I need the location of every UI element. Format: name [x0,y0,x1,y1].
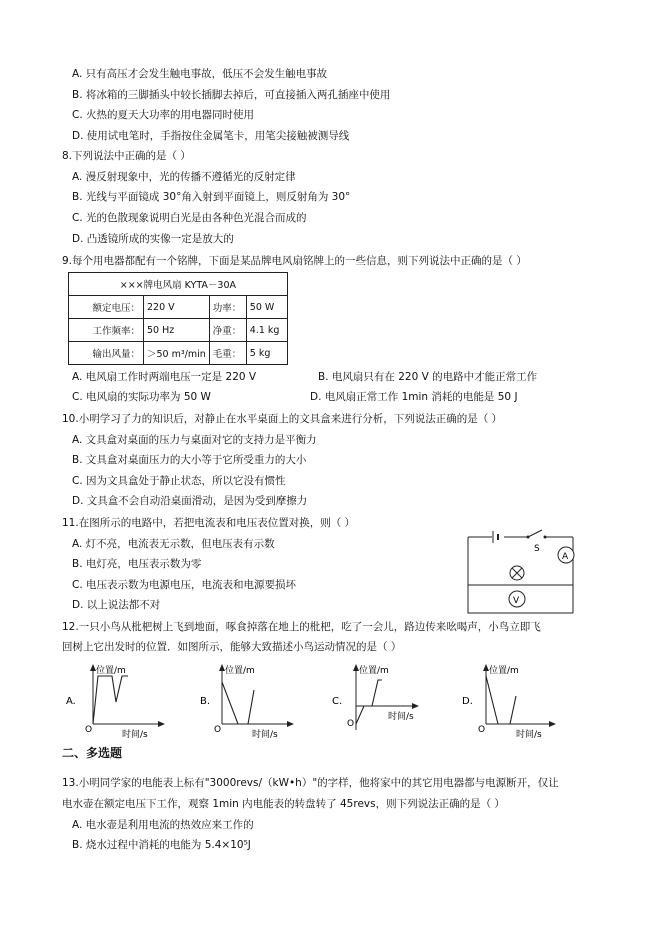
nameplate-value: 50 Hz [144,319,210,342]
battery-icon [493,531,498,543]
q10-option-a: A. 文具盒对桌面的压力与桌面对它的支持力是平衡力 [72,434,317,446]
q8-option-a: A. 漫反射现象中，光的传播不遵循光的反射定律 [72,171,296,183]
switch-label: S [534,544,540,554]
graph-ylabel: 位置/m [489,666,519,676]
graph-xlabel: 时间/s [516,730,542,740]
nameplate-value: 5 kg [246,342,287,365]
graph-origin: O [85,725,93,735]
nameplate-table [68,272,288,365]
graph-origin: O [214,725,222,735]
nameplate-title: ×××牌电风扇 KYTA－30A [69,273,288,296]
graph-curve [93,676,128,724]
q11-option-a: A. 灯不亮，电流表无示数，但电压表有示数 [72,538,275,550]
graph-option-label: D. [462,696,473,707]
voltmeter-icon [509,591,525,607]
q8-option-d: D. 凸透镜所成的实像一定是放大的 [72,233,234,245]
graph-ylabel: 位置/m [225,666,255,676]
q12-stem-line1: 12.一只小鸟从枇杷树上飞到地面，啄食掉落在地上的枇杷，吃了一会儿，路边传来吆喝声，小鸟立即飞 [62,621,541,633]
nameplate-label: 工作频率： [69,319,144,342]
q13-stem-line1: 13.小明同学家的电能表上标有"3000revs/（kW•h）"的字样，他将家中的其它用电器都与电源断开，仅让 [62,777,559,789]
q13-stem-line2: 电水壶在额定电压下工作，观察 1min 内电能表的转盘转了 45revs，则下列说法正确的是（ ） [62,798,505,810]
q10-option-c: C. 因为文具盒处于静止状态，所以它没有惯性 [72,475,286,487]
q9-stem: 9.每个用电器都配有一个铭牌，下面是某品牌电风扇铭牌上的一些信息，则下列说法中正确的是（ ） [62,255,527,267]
q10-option-d: D. 文具盒不会自动沿桌面滑动，是因为受到摩擦力 [72,495,308,507]
nameplate-label: 毛重： [209,342,246,365]
nameplate-label: 功率： [209,296,246,319]
q10-option-b: B. 文具盒对桌面压力的大小等于它所受重力的大小 [72,454,307,466]
graph-option-label: B. [200,696,211,707]
nameplate-label: 净重： [209,319,246,342]
graph-option-label: C. [332,696,343,707]
graph-ylabel: 位置/m [96,666,126,676]
graph-option-label: A. [66,696,76,707]
q7-option-c: C. 火热的夏天大功率的用电器同时使用 [72,109,255,121]
graph-xlabel: 时间/s [122,730,148,740]
graph-xlabel: 时间/s [388,712,414,722]
q9-option-b: B. 电风扇只有在 220 V 的电路中才能正常工作 [318,371,538,383]
q7-option-b: B. 将冰箱的三脚插头中较长插脚去掉后，可直接插入两孔插座中使用 [72,89,391,101]
q8-option-b: B. 光线与平面镜成 30°角入射到平面镜上，则反射角为 30° [72,191,351,203]
ammeter-label: A [562,552,569,562]
q12-stem-line2: 回树上它出发时的位置．如图所示，能够大致描述小鸟运动情况的是（ ） [62,641,402,653]
q13-option-a: A. 电水壶是利用电流的热效应来工作的 [72,819,254,831]
q11-stem: 11.在图所示的电路中，若把电流表和电压表位置对换，则（ ） [62,517,356,529]
nameplate-label: 额定电压： [69,296,144,319]
q9-option-c: C. 电风扇的实际功率为 50 W [72,391,211,403]
graph-curve [486,676,516,724]
graph-origin: O [347,719,355,729]
graph-curve [356,680,382,724]
ammeter-icon [558,547,574,563]
q11-option-d: D. 以上说法都不对 [72,599,161,611]
nameplate-value: ＞50 m³/min [144,342,210,365]
q7-option-d: D. 使用试电笔时，手指按住金属笔卡，用笔尖接触被测导线 [72,130,350,142]
graph-origin: O [478,725,486,735]
q11-option-b: B. 电灯亮，电压表示数为零 [72,558,202,570]
q8-option-c: C. 光的色散现象说明白光是由各种色光混合而成的 [72,212,307,224]
graph-curve [222,682,254,724]
graph-d [462,662,572,740]
q11-option-c: C. 电压表示数为电源电压，电流表和电源要损坏 [72,579,297,591]
graph-a [66,662,176,740]
q8-stem: 8.下列说法中正确的是（ ） [62,150,191,162]
nameplate-value: 50 W [246,296,287,319]
section-title: 二、多选题 [62,746,123,760]
circuit-diagram [460,528,610,618]
graph-b [200,662,310,740]
q13-option-b: B. 烧水过程中消耗的电能为 5.4×10⁵J [72,839,251,851]
q9-option-d: D. 电风扇正常工作 1min 消耗的电能是 50 J [310,391,518,403]
nameplate-value: 4.1 kg [246,319,287,342]
switch-icon [527,530,547,539]
lamp-icon [510,566,524,580]
q10-stem: 10.小明学习了力的知识后，对静止在水平桌面上的文具盒来进行分析，下列说法正确的是（ ） [62,413,503,425]
nameplate-label: 输出风量： [69,342,144,365]
q7-option-a: A. 只有高压才会发生触电事故，低压不会发生触电事故 [72,68,328,80]
graph-c [332,662,442,740]
graph-ylabel: 位置/m [359,666,389,676]
q9-option-a: A. 电风扇工作时两端电压一定是 220 V [72,371,257,383]
nameplate-value: 220 V [144,296,210,319]
graph-xlabel: 时间/s [252,730,278,740]
voltmeter-label: V [513,596,520,606]
